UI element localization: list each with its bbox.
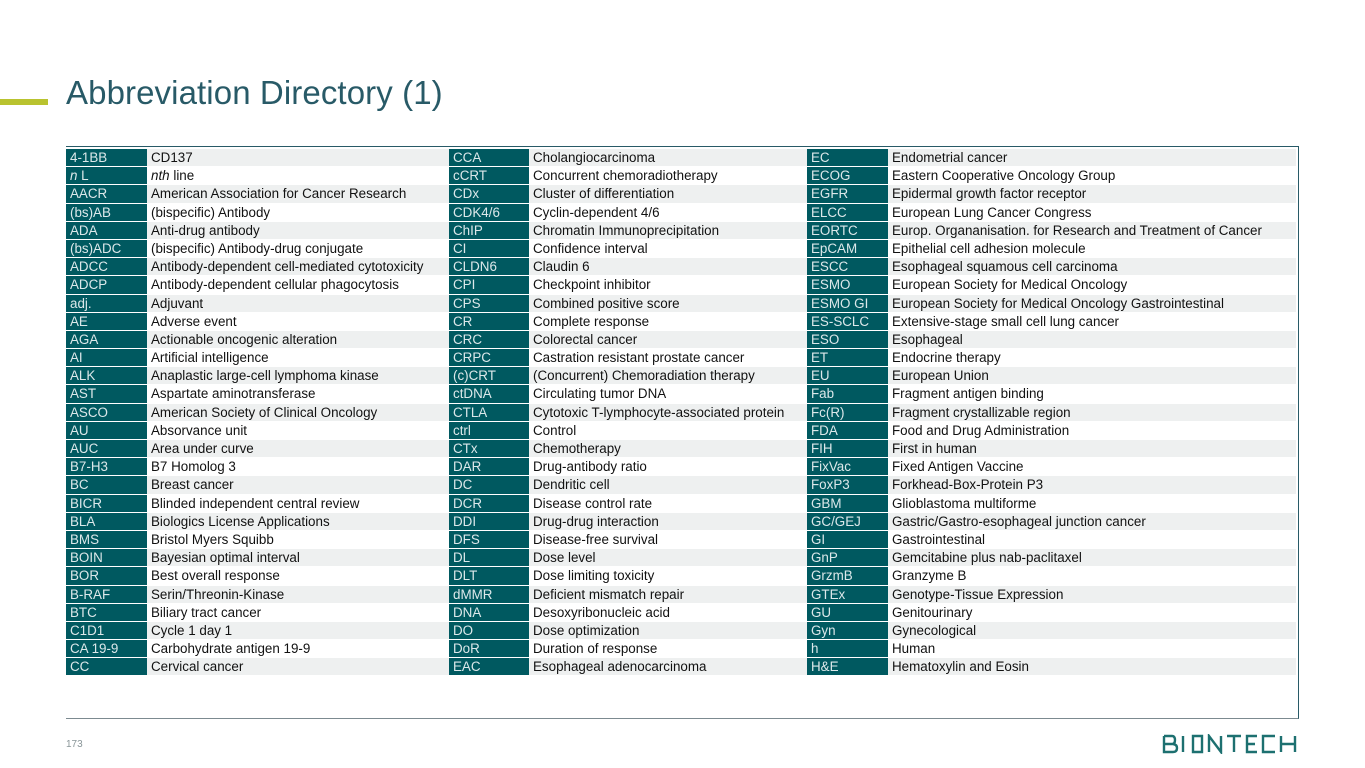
abbreviation-definition: Antibody-dependent cell-mediated cytotoxicity — [147, 258, 521, 276]
abbreviation-definition: Anti-drug antibody — [147, 222, 521, 240]
abbreviation-row — [449, 604, 807, 622]
title-accent-bar — [0, 99, 48, 105]
abbreviation-code: DFS — [449, 531, 529, 549]
abbreviation-code: Fc(R) — [807, 404, 888, 422]
abbreviation-code: BOR — [66, 567, 147, 585]
abbreviation-code: GI — [807, 531, 888, 549]
abbreviation-code: BLA — [66, 513, 147, 531]
abbreviation-row — [807, 640, 1296, 658]
abbreviation-code: ASCO — [66, 404, 147, 422]
abbreviation-definition: Cervical cancer — [147, 658, 521, 676]
abbreviation-definition: Disease-free survival — [529, 531, 807, 549]
abbreviation-code: AUC — [66, 440, 147, 458]
abbreviation-row — [807, 549, 1296, 567]
abbreviation-definition: Dose limiting toxicity — [529, 567, 807, 585]
abbreviation-definition: American Society of Clinical Oncology — [147, 404, 521, 422]
abbreviation-definition: Epidermal growth factor receptor — [888, 185, 1296, 203]
abbreviation-code: ESO — [807, 331, 888, 349]
abbreviation-definition: European Union — [888, 367, 1296, 385]
abbreviation-definition: Bayesian optimal interval — [147, 549, 521, 567]
abbreviation-definition: Chromatin Immunoprecipitation — [529, 222, 807, 240]
abbreviation-code: B-RAF — [66, 586, 147, 604]
abbreviation-row — [807, 204, 1296, 222]
abbreviation-row — [807, 440, 1296, 458]
definition-italic-part: nth — [151, 168, 170, 184]
abbreviation-definition: Esophageal adenocarcinoma — [529, 658, 807, 676]
abbreviation-definition: Artificial intelligence — [147, 349, 521, 367]
abbreviation-code: AST — [66, 385, 147, 403]
abbreviation-code: Gyn — [807, 622, 888, 640]
abbreviation-definition: Actionable oncogenic alteration — [147, 331, 521, 349]
abbreviation-code: B7-H3 — [66, 458, 147, 476]
abbreviation-row — [807, 476, 1296, 494]
abbreviation-definition: Aspartate aminotransferase — [147, 385, 521, 403]
abbreviation-definition: Gastric/Gastro-esophageal junction cancer — [888, 513, 1296, 531]
abbreviation-row — [807, 331, 1296, 349]
abbreviation-definition: Drug-drug interaction — [529, 513, 807, 531]
abbreviation-row — [449, 458, 807, 476]
abbreviation-row — [449, 367, 807, 385]
abbreviation-code: AACR — [66, 185, 147, 203]
abbreviation-definition: Desoxyribonucleic acid — [529, 604, 807, 622]
abbreviation-code: DoR — [449, 640, 529, 658]
abbreviation-column-3 — [807, 149, 1296, 676]
abbreviation-code: ESCC — [807, 258, 888, 276]
abbreviation-code: ctrl — [449, 422, 529, 440]
abbreviation-code — [66, 167, 147, 185]
abbreviation-row — [449, 422, 807, 440]
abbreviation-row — [449, 240, 807, 258]
abbreviation-definition: Dose optimization — [529, 622, 807, 640]
abbreviation-definition: American Association for Cancer Research — [147, 185, 521, 203]
abbreviation-row — [807, 567, 1296, 585]
abbreviation-code: (bs)ADC — [66, 240, 147, 258]
abbreviation-code: FIH — [807, 440, 888, 458]
code-regular-part: L — [77, 168, 89, 184]
abbreviation-row — [807, 513, 1296, 531]
abbreviation-definition: Human — [888, 640, 1296, 658]
code-italic-part: n — [70, 168, 78, 184]
abbreviation-code: DO — [449, 622, 529, 640]
abbreviation-code: Fab — [807, 385, 888, 403]
abbreviation-row — [807, 276, 1296, 294]
abbreviation-code: ADCP — [66, 276, 147, 294]
abbreviation-definition: Deficient mismatch repair — [529, 586, 807, 604]
abbreviation-code: BTC — [66, 604, 147, 622]
abbreviation-row — [449, 258, 807, 276]
abbreviation-definition: (Concurrent) Chemoradiation therapy — [529, 367, 807, 385]
abbreviation-code: CI — [449, 240, 529, 258]
abbreviation-definition: Drug-antibody ratio — [529, 458, 807, 476]
abbreviation-definition: Duration of response — [529, 640, 807, 658]
abbreviation-definition: Epithelial cell adhesion molecule — [888, 240, 1296, 258]
abbreviation-row — [449, 313, 807, 331]
abbreviation-definition: Endometrial cancer — [888, 149, 1296, 167]
abbreviation-definition: Carbohydrate antigen 19-9 — [147, 640, 521, 658]
abbreviation-code: ELCC — [807, 204, 888, 222]
abbreviation-definition: Forkhead-Box-Protein P3 — [888, 476, 1296, 494]
abbreviation-row — [807, 295, 1296, 313]
definition-regular-part: line — [169, 168, 195, 184]
abbreviation-definition: Adjuvant — [147, 295, 521, 313]
abbreviation-definition: Absorvance unit — [147, 422, 521, 440]
abbreviation-row — [807, 385, 1296, 403]
abbreviation-definition: Biliary tract cancer — [147, 604, 521, 622]
abbreviation-definition: Genotype-Tissue Expression — [888, 586, 1296, 604]
abbreviation-definition: Complete response — [529, 313, 807, 331]
abbreviation-row — [807, 658, 1296, 676]
abbreviation-code: DCR — [449, 495, 529, 513]
abbreviation-definition: Dose level — [529, 549, 807, 567]
abbreviation-definition: Cyclin-dependent 4/6 — [529, 204, 807, 222]
abbreviation-row — [449, 167, 807, 185]
abbreviation-code: BC — [66, 476, 147, 494]
abbreviation-row — [449, 531, 807, 549]
abbreviation-row — [807, 313, 1296, 331]
abbreviation-row — [449, 476, 807, 494]
abbreviation-definition: Glioblastoma multiforme — [888, 495, 1296, 513]
abbreviation-row — [449, 567, 807, 585]
abbreviation-definition: Antibody-dependent cellular phagocytosis — [147, 276, 521, 294]
abbreviation-definition: Adverse event — [147, 313, 521, 331]
abbreviation-definition: Chemotherapy — [529, 440, 807, 458]
abbreviation-code: GnP — [807, 549, 888, 567]
abbreviation-code: ES-SCLC — [807, 313, 888, 331]
abbreviation-code: CTLA — [449, 404, 529, 422]
abbreviation-code: ctDNA — [449, 385, 529, 403]
abbreviation-definition: Claudin 6 — [529, 258, 807, 276]
abbreviation-code: EpCAM — [807, 240, 888, 258]
abbreviation-definition: Concurrent chemoradiotherapy — [529, 167, 807, 185]
abbreviation-row — [807, 167, 1296, 185]
abbreviation-code: BMS — [66, 531, 147, 549]
abbreviation-code: ESMO GI — [807, 295, 888, 313]
abbreviation-definition: B7 Homolog 3 — [147, 458, 521, 476]
abbreviation-code: AE — [66, 313, 147, 331]
abbreviation-code: AGA — [66, 331, 147, 349]
abbreviation-code: CC — [66, 658, 147, 676]
abbreviation-definition: Extensive-stage small cell lung cancer — [888, 313, 1296, 331]
abbreviation-row — [449, 222, 807, 240]
abbreviation-code: h — [807, 640, 888, 658]
abbreviation-definition: Granzyme B — [888, 567, 1296, 585]
abbreviation-code: CCA — [449, 149, 529, 167]
abbreviation-row — [807, 404, 1296, 422]
abbreviation-code: DNA — [449, 604, 529, 622]
abbreviation-row — [449, 440, 807, 458]
abbreviation-definition: Gynecological — [888, 622, 1296, 640]
abbreviation-code: CRPC — [449, 349, 529, 367]
abbreviation-definition: European Society for Medical Oncology — [888, 276, 1296, 294]
abbreviation-definition: Combined positive score — [529, 295, 807, 313]
abbreviation-code: FixVac — [807, 458, 888, 476]
abbreviation-row — [449, 349, 807, 367]
abbreviation-row — [449, 185, 807, 203]
abbreviation-definition: Genitourinary — [888, 604, 1296, 622]
abbreviation-code: DL — [449, 549, 529, 567]
abbreviation-definition: Cytotoxic T-lymphocyte-associated protein — [529, 404, 807, 422]
abbreviation-code: CTx — [449, 440, 529, 458]
abbreviation-definition: Serin/Threonin-Kinase — [147, 586, 521, 604]
abbreviation-row — [807, 222, 1296, 240]
abbreviation-code: GBM — [807, 495, 888, 513]
abbreviation-code: CR — [449, 313, 529, 331]
abbreviation-code: adj. — [66, 295, 147, 313]
abbreviation-definition: CD137 — [147, 149, 521, 167]
abbreviation-code: CPI — [449, 276, 529, 294]
abbreviation-definition: First in human — [888, 440, 1296, 458]
abbreviation-row — [807, 240, 1296, 258]
abbreviation-row — [807, 149, 1296, 167]
abbreviation-row — [807, 495, 1296, 513]
abbreviation-code: FoxP3 — [807, 476, 888, 494]
abbreviation-definition: Biologics License Applications — [147, 513, 521, 531]
abbreviation-code: CRC — [449, 331, 529, 349]
abbreviation-code: GU — [807, 604, 888, 622]
abbreviation-definition: Eastern Cooperative Oncology Group — [888, 167, 1296, 185]
abbreviation-row — [449, 622, 807, 640]
abbreviation-definition: European Lung Cancer Congress — [888, 204, 1296, 222]
abbreviation-code: C1D1 — [66, 622, 147, 640]
abbreviation-definition: Bristol Myers Squibb — [147, 531, 521, 549]
abbreviation-row — [449, 495, 807, 513]
abbreviation-row — [449, 549, 807, 567]
abbreviation-definition: Esophageal squamous cell carcinoma — [888, 258, 1296, 276]
abbreviation-code: DAR — [449, 458, 529, 476]
abbreviation-code: (c)CRT — [449, 367, 529, 385]
abbreviation-code: (bs)AB — [66, 204, 147, 222]
abbreviation-code: H&E — [807, 658, 888, 676]
abbreviation-code: AU — [66, 422, 147, 440]
abbreviation-definition: Cluster of differentiation — [529, 185, 807, 203]
abbreviation-row — [807, 349, 1296, 367]
abbreviation-code: CA 19-9 — [66, 640, 147, 658]
abbreviation-code: ET — [807, 349, 888, 367]
abbreviation-code: EGFR — [807, 185, 888, 203]
abbreviation-code: AI — [66, 349, 147, 367]
abbreviation-code: FDA — [807, 422, 888, 440]
abbreviation-code: ADA — [66, 222, 147, 240]
abbreviation-code: DLT — [449, 567, 529, 585]
abbreviation-row — [807, 422, 1296, 440]
page-title: Abbreviation Directory (1) — [66, 74, 443, 111]
abbreviation-definition: Area under curve — [147, 440, 521, 458]
abbreviation-row — [449, 640, 807, 658]
biontech-logo — [1162, 734, 1300, 754]
abbreviation-code: 4-1BB — [66, 149, 147, 167]
abbreviation-definition: Disease control rate — [529, 495, 807, 513]
abbreviation-definition: Checkpoint inhibitor — [529, 276, 807, 294]
abbreviation-definition: Best overall response — [147, 567, 521, 585]
abbreviation-code: CPS — [449, 295, 529, 313]
abbreviation-definition: Cholangiocarcinoma — [529, 149, 807, 167]
abbreviation-code: ChIP — [449, 222, 529, 240]
abbreviation-row — [449, 149, 807, 167]
abbreviation-code: EAC — [449, 658, 529, 676]
abbreviation-definition: Dendritic cell — [529, 476, 807, 494]
abbreviation-row — [449, 204, 807, 222]
abbreviation-code: GC/GEJ — [807, 513, 888, 531]
abbreviation-code: EU — [807, 367, 888, 385]
abbreviation-definition: Blinded independent central review — [147, 495, 521, 513]
abbreviation-definition: Castration resistant prostate cancer — [529, 349, 807, 367]
abbreviation-code: ECOG — [807, 167, 888, 185]
abbreviation-code: BICR — [66, 495, 147, 513]
abbreviation-row — [449, 331, 807, 349]
abbreviation-definition: Fixed Antigen Vaccine — [888, 458, 1296, 476]
abbreviation-code: GrzmB — [807, 567, 888, 585]
abbreviation-row — [449, 404, 807, 422]
abbreviation-definition: Hematoxylin and Eosin — [888, 658, 1296, 676]
abbreviation-row — [807, 622, 1296, 640]
abbreviation-definition: Fragment crystallizable region — [888, 404, 1296, 422]
abbreviation-row — [449, 658, 807, 676]
abbreviation-code: CLDN6 — [449, 258, 529, 276]
abbreviation-row — [449, 276, 807, 294]
abbreviation-definition: Gemcitabine plus nab-paclitaxel — [888, 549, 1296, 567]
abbreviation-row — [807, 531, 1296, 549]
abbreviation-definition: Confidence interval — [529, 240, 807, 258]
abbreviation-definition: (bispecific) Antibody-drug conjugate — [147, 240, 521, 258]
abbreviation-row — [807, 185, 1296, 203]
abbreviation-code: cCRT — [449, 167, 529, 185]
abbreviation-definition: Circulating tumor DNA — [529, 385, 807, 403]
abbreviation-code: ALK — [66, 367, 147, 385]
abbreviation-definition: Food and Drug Administration — [888, 422, 1296, 440]
abbreviation-row — [449, 586, 807, 604]
abbreviation-code: BOIN — [66, 549, 147, 567]
abbreviation-definition: Breast cancer — [147, 476, 521, 494]
abbreviation-definition: Cycle 1 day 1 — [147, 622, 521, 640]
abbreviation-definition: (bispecific) Antibody — [147, 204, 521, 222]
abbreviation-row — [449, 385, 807, 403]
abbreviation-code: EORTC — [807, 222, 888, 240]
abbreviation-row — [807, 604, 1296, 622]
abbreviation-code: DC — [449, 476, 529, 494]
abbreviation-row — [807, 458, 1296, 476]
abbreviation-definition: European Society for Medical Oncology Gastrointestinal — [888, 295, 1296, 313]
abbreviation-definition: Europ. Organanisation. for Research and Treatment of Cancer — [888, 222, 1296, 240]
abbreviation-code: CDx — [449, 185, 529, 203]
abbreviation-code: EC — [807, 149, 888, 167]
abbreviation-definition: Esophageal — [888, 331, 1296, 349]
abbreviation-definition: Control — [529, 422, 807, 440]
abbreviation-definition: Fragment antigen binding — [888, 385, 1296, 403]
abbreviation-row — [807, 258, 1296, 276]
abbreviation-definition: Gastrointestinal — [888, 531, 1296, 549]
abbreviation-code: dMMR — [449, 586, 529, 604]
abbreviation-code: CDK4/6 — [449, 204, 529, 222]
abbreviation-definition: Colorectal cancer — [529, 331, 807, 349]
abbreviation-row — [807, 367, 1296, 385]
abbreviation-code: ESMO — [807, 276, 888, 294]
abbreviation-definition: Endocrine therapy — [888, 349, 1296, 367]
abbreviation-definition: Anaplastic large-cell lymphoma kinase — [147, 367, 521, 385]
abbreviation-code: GTEx — [807, 586, 888, 604]
abbreviation-row — [449, 295, 807, 313]
abbreviation-row — [807, 586, 1296, 604]
abbreviation-code: DDI — [449, 513, 529, 531]
page-number: 173 — [66, 739, 83, 750]
abbreviation-row — [449, 513, 807, 531]
abbreviation-code: ADCC — [66, 258, 147, 276]
abbreviation-column-2 — [449, 149, 807, 676]
